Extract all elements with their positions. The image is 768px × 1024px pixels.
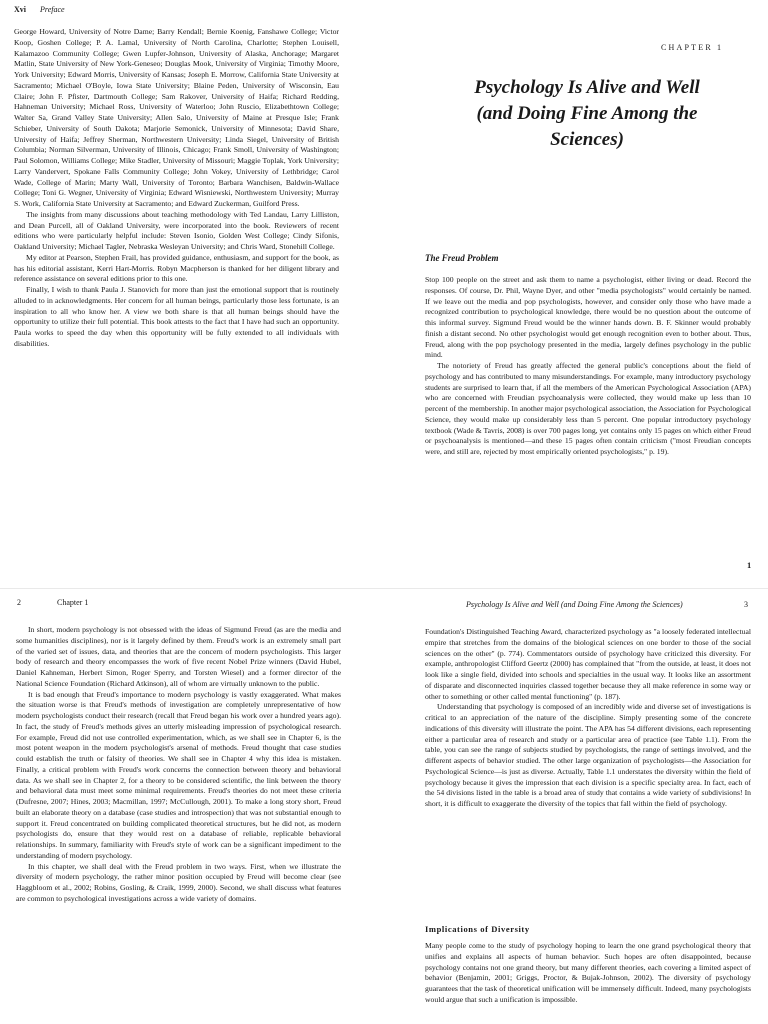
paragraph: The notoriety of Freud has greatly affected the general public's conceptions about the field of psychology and has contributed to many misunderstandings. For example, many introductory psychology students are surprised to learn that, if all the members of the American Psychological Association (APA) who are concerned with Freudian psychoanalysis were collected, they would make up less than 10 percent of the membership. In another major psychological association, the Association for Psychological Science, they would make up considerably less than 5 percent. One popular introductory psychology textbook (Wade & Tavris, 2008) is over 700 pages long, yet contains only 15 pages on which either Freud or psychoanalysis is mentioned—and these 15 pages often contain criticism ("most Freudian concepts were, and still are, rejected by most empirically oriented psychologists," p. 19). — [425, 361, 751, 456]
page-divider — [0, 588, 768, 589]
running-header — [17, 598, 88, 607]
body-text — [425, 627, 751, 810]
chapter-title: Psychology Is Alive and Well (and Doing Fine Among the Sciences) — [474, 77, 700, 150]
body-text — [16, 625, 341, 905]
paragraph: My editor at Pearson, Stephen Frail, has provided guidance, enthusiasm, and support for the book, as has his editorial assistant, Kerri Hart-Morris. Robyn Macpherson is thanked for her diligent library and reference assistance on several editions prior to this one. — [14, 252, 339, 284]
paragraph: In short, modern psychology is not obsessed with the ideas of Sigmund Freud (as are the media and some humanities disciplines), nor is it largely defined by them. Freud's work is an extremely small part of the varied set of issues, data, and theories that are the concern of modern psychologists. This larger body of research and theory encompasses the work of five recent Nobel Prize winners (David Hubel, Daniel Kahneman, Herbert Simon, Roger Sperry, and Torsten Wiesel) and a former director of the National Science Foundation (Richard Atkinson), all of whom are virtually unknown to the public. — [16, 625, 341, 688]
header-page-number: 2 — [17, 598, 21, 607]
paragraph: Many people come to the study of psychology hoping to learn the one grand psychological theory that unifies and explains all aspects of human behavior. Such hopes are often disappointed, because psychology contains not one grand theory, but many different theories, each covering a limited aspect of behavior (Benjamin, 2001; Griggs, Proctor, & Bujak-Johnson, 2002). The diversity of psychology guarantees that the task of theoretical unification will be immensely difficult. Indeed, many psychologists would argue that such a unification is impossible. — [425, 941, 751, 1004]
page-3 — [384, 592, 768, 1024]
header-page-number: Xvi — [14, 5, 26, 14]
paragraph: George Howard, University of Notre Dame; Barry Kendall; Bernie Koenig, Fanshawe College; Victor Koop, Goshen College; P. A. Lamal, University of North Carolina, Charlotte; Stephen Louisell, Kalamazoo Community College; Gwen Lupfer-Johnson, University of Alaska, Anchorage; Margaret Matlin, State University of New York-Geneseo; Douglas Mook, University of Virginia; Timothy Moore, York University; Edward Morris, University of Kansas; Joseph E. Morrow, California State University at Sacramento; Michael O'Boyle, Iowa State University; Blaine Peden, University of Wisconsin, Eau Claire; John F. Pfister, Dartmouth College; Sam Rakover, University of Haifa; Richard Redding, Hahneman University; Michael Ross, University of Waterloo; John Ruscio, Elizabethtown College; Walter Sa, Grand Valley State University; Allen Salo, University of Maine at Presque Isle; Frank Schieber, University of South Dakota; Marjorie Semonick, University of Minnesota; David Share, University of Haifa; Jeffrey Sherman, Northwestern University; Linda Siegel, University of British Columbia; Norman Silverman, University of Illinois, Chicago; Frank Smoll, University of Washington; Paul Solomon, Williams College; Mike Stadler, University of Missouri; Maggie Toplak, York University; Larry Vandervert, Spokane Falls Community College; John Vokey, University of Lethbridge; Carol Wade, College of Marin; Marty Wall, University of Toronto; Barbara Wanchisen, Baldwin-Wallace College; Toni G. Wegner, University of Virginia; Edward Wisniewski, Northwestern University; Murray S. Work, California State University at Sacramento; and Edward Zuckerman, Guilford Press. — [14, 27, 339, 208]
header-title: Preface — [40, 5, 65, 14]
paragraph: It is bad enough that Freud's importance to modern psychology is vastly exaggerated. What makes the situation worse is that Freud's methods of investigation are completely unrepresentative of how modern psychologists conduct their research (recall that Freud began his work over a hundred years ago). In fact, the study of Freud's methods gives an utterly misleading impression of psychological research. For example, Freud did not use controlled experimentation, which, as we shall see in Chapter 6, is the most potent weapon in the modern psychologist's arsenal of methods. Freud thought that case studies could establish the truth or falsity of theories. We shall see in Chapter 4 why this idea is mistaken. Finally, a critical problem with Freud's work concerns the connection between theory and behavioral data. As we shall see in Chapter 2, for a theory to be considered scientific, the link between the theory and behavioral data must meet some minimal requirements. Freud's theories do not meet these criteria (Dufresne, 2007; Hines, 2003; Macmillan, 1997; McCullough, 2001). To make a long story short, Freud built an elaborate theory on a database (case studies and introspection) that was not substantial enough to support it. Freud concentrated on building complicated theoretical structures, but he did not, as modern psychologists do, ensure that they would rest on a database of reliable, replicable behavioral relationships. In summary, familiarity with Freud's style of work can be a significant impediment to the understanding of modern psychology. — [16, 689, 341, 860]
paragraph: In this chapter, we shall deal with the Freud problem in two ways. First, when we illustrate the diversity of modern psychology, the rather minor position occupied by Freud will become clear (see Haggbloom et al., 2002; Robins, Gosling, & Craik, 1999, 2000). Second, we shall discuss what features are common to psychological investigations across a wide variety of domains. — [16, 861, 341, 903]
paragraph: Stop 100 people on the street and ask them to name a psychologist, either living or dead. Record the responses. Of course, Dr. Phil, Wayne Dyer, and other "media psychologists" would certainly be named. If we leave out the media and pop psychologists, however, and consider only those who have made a recognized contribution to psychological knowledge, there would be no question about the outcome of this informal survey. Sigmund Freud would be the winner hands down. B. F. Skinner would probably finish a distant second. No other psychologist would get enough recognition even to bother about. Thus, Freud, along with the pop psychology presented in the media, largely defines psychology in the public mind. — [425, 275, 751, 360]
chapter-label: CHAPTER 1 — [661, 43, 724, 52]
paragraph: Finally, I wish to thank Paula J. Stanovich for more than just the emotional support that is routinely alluded to in acknowledgments. Her concern for all human beings, particularly those less fortunate, is an inspiration to all who know her. A view we both share is that all human beings should have the opportunity to utilize their full potential. This book attests to the fact that I have had such an opportunity. Paula works to speed the day when this opportunity will be fully extended to all individuals with disabilities. — [14, 285, 339, 348]
body-text — [425, 941, 751, 1006]
page-preface — [0, 0, 384, 585]
page-2 — [0, 592, 384, 1024]
header-page-number: 3 — [744, 600, 748, 609]
paragraph: The insights from many discussions about teaching methodology with Ted Landau, Larry Lilliston, and Dean Purcell, all of Oakland University, were incorporated into the book. Reviewers of recent editions who were particularly helpful include: Steven Isonio, Golden West College; Cindy Sifonis, Oakland University; Michael Tagler, Nebraska Wesleyan University; and Chris Ward, Stonehill College. — [14, 209, 339, 251]
section-heading: Implications of Diversity — [425, 924, 530, 934]
paragraph: Foundation's Distinguished Teaching Award, characterized psychology as "a loosely federated intellectual empire that stretches from the domains of the biological sciences on one border to those of the social sciences on the other" (p. 774). Commentators outside of psychology have criticized this diversity. For example, anthropologist Clifford Geertz (2000) has complained that "from the outside, at least, it does not look like a single field, divided into schools and specialties in the usual way. It looks like an assortment of disparate and disconnected inquiries classed together because they all make reference in some way or other to something or other called mental functioning" (p. 187). — [425, 627, 751, 701]
running-header — [14, 5, 65, 14]
page-chapter-opening — [384, 0, 768, 585]
section-heading: The Freud Problem — [425, 253, 499, 263]
paragraph: Understanding that psychology is composed of an incredibly wide and diverse set of investigations is critical to an appreciation of the nature of the discipline. Simply presenting some of the concrete indications of this diversity will illustrate the point. The APA has 54 different divisions, each representing either a particular area of research and study or a particular area of practice (see Table 1.1). From the table, you can see the range of subjects studied by psychologists, the range of settings involved, and the different aspects of behavior studied. The other large organization of psychologists—the Association for Psychological Science—is just as diverse. Actually, Table 1.1 understates the diversity within the field of psychology because it gives the impression that each division is a specific specialty area. In fact, each of the 54 divisions listed in the table is a broad area of study that contains a wide variety of subdivisions! In short, it is difficult to exaggerate the diversity of the topics that fall within the field of psychology. — [425, 702, 751, 808]
header-title: Chapter 1 — [57, 598, 89, 607]
header-title: Psychology Is Alive and Well (and Doing Fine Among the Sciences) — [466, 600, 683, 609]
running-header — [466, 600, 683, 609]
body-text — [14, 27, 339, 350]
body-text — [425, 275, 751, 458]
page-number: 1 — [747, 560, 752, 570]
